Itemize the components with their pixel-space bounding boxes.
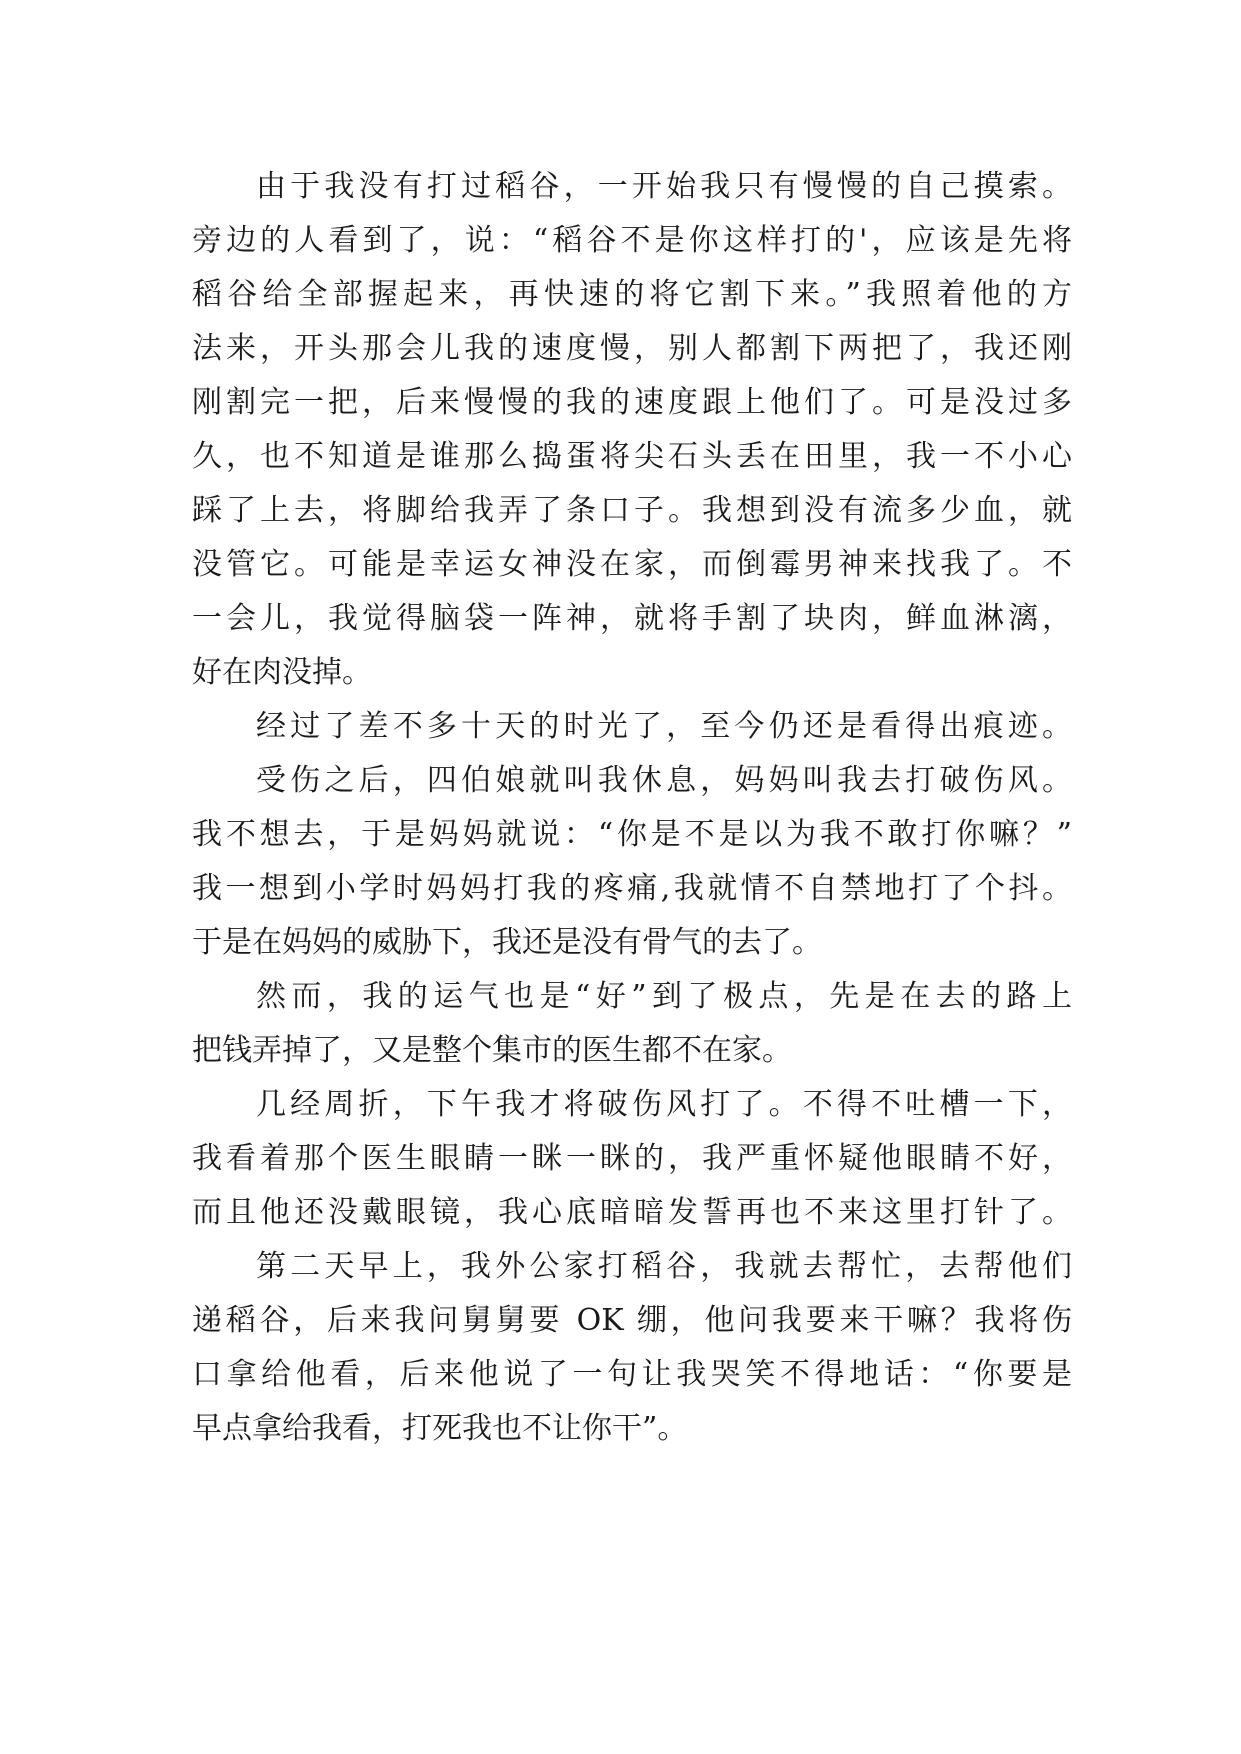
text-line: 几经周折，下午我才将破伤风打了。不得不吐槽一下， — [256, 1087, 1072, 1122]
text-line: 然而，我的运气也是“好”到了极点，先是在去的路上 — [256, 979, 1072, 1014]
text-line: 我一想到小学时妈妈打我的疼痛,我就情不自禁地打了个抖。 — [192, 871, 1072, 906]
text-line: 稻谷给全部握起来，再快速的将它割下来。”我照着他的方 — [192, 277, 1072, 312]
text-line: 久，也不知道是谁那么捣蛋将尖石头丢在田里，我一不小心 — [192, 439, 1072, 474]
text-line: 早点拿给我看，打死我也不让你干”。 — [192, 1411, 688, 1446]
body-text — [192, 160, 1072, 1456]
text-line: 而且他还没戴眼镜，我心底暗暗发誓再也不来这里打针了。 — [192, 1195, 1072, 1230]
text-line: 我看着那个医生眼睛一眯一眯的，我严重怀疑他眼睛不好， — [192, 1141, 1072, 1176]
text-line: 口拿给他看，后来他说了一句让我哭笑不得地话：“你要是 — [192, 1357, 1072, 1392]
text-line: 踩了上去，将脚给我弄了条口子。我想到没有流多少血，就 — [192, 493, 1072, 528]
text-line: 递稻谷，后来我问舅舅要 OK 绷，他问我要来干嘛？我将伤 — [192, 1303, 1072, 1338]
text-line: 受伤之后，四伯娘就叫我休息，妈妈叫我去打破伤风。 — [256, 763, 1072, 798]
text-line: 经过了差不多十天的时光了，至今仍还是看得出痕迹。 — [256, 709, 1072, 744]
text-line: 没管它。可能是幸运女神没在家，而倒霉男神来找我了。不 — [192, 547, 1072, 582]
text-line: 法来，开头那会儿我的速度慢，别人都割下两把了，我还刚 — [192, 331, 1072, 366]
text-line: 刚割完一把，后来慢慢的我的速度跟上他们了。可是没过多 — [192, 385, 1072, 420]
text-line: 于是在妈妈的威胁下，我还是没有骨气的去了。 — [192, 925, 822, 960]
text-line: 一会儿，我觉得脑袋一阵神，就将手割了块肉，鲜血淋漓， — [192, 601, 1072, 636]
text-line: 第二天早上，我外公家打稻谷，我就去帮忙，去帮他们 — [256, 1249, 1072, 1284]
text-line: 由于我没有打过稻谷，一开始我只有慢慢的自己摸索。 — [256, 169, 1072, 204]
text-line: 好在肉没掉。 — [192, 655, 372, 690]
text-line: 旁边的人看到了，说：“稻谷不是你这样打的'，应该是先将 — [192, 223, 1072, 258]
text-line: 把钱弄掉了，又是整个集市的医生都不在家。 — [192, 1033, 792, 1068]
text-line: 我不想去，于是妈妈就说：“你是不是以为我不敢打你嘛？” — [192, 817, 1072, 852]
